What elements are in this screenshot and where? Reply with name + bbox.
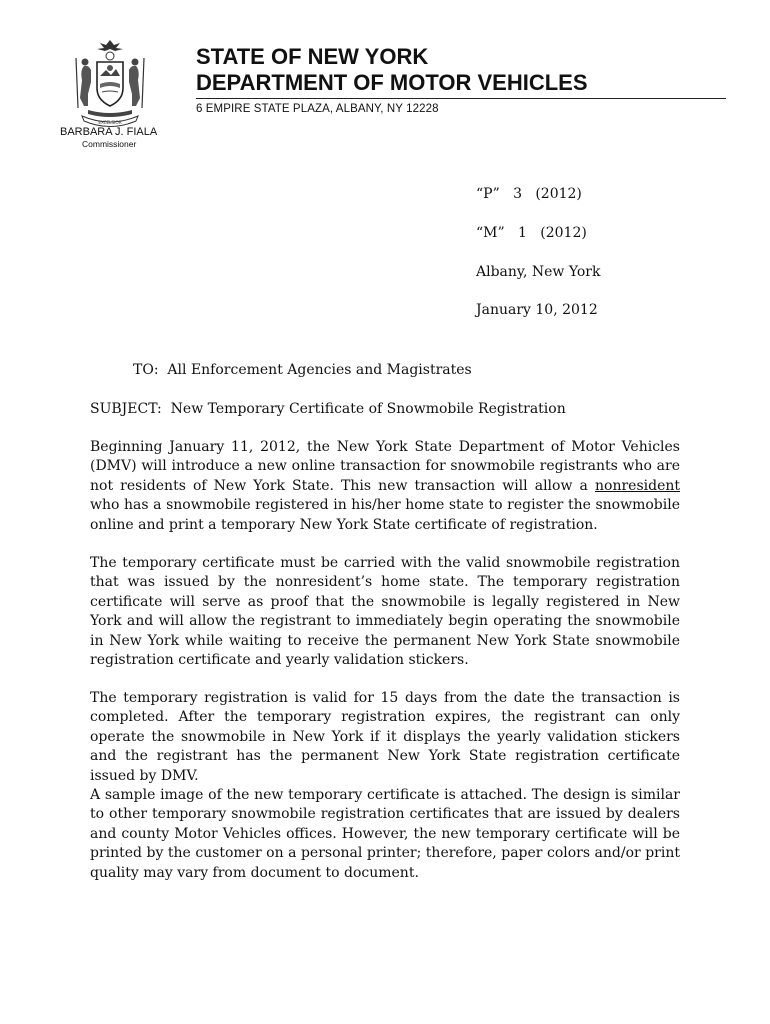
paragraph-1-text-start: Beginning January 11, 2012, the New York State Department of Motor Vehicles (DMV) will introduce a new online transaction for snowmobile registrants who are not residents of New York State. This new transaction will allow a <box>90 439 680 494</box>
memo-to: TO: All Enforcement Agencies and Magistrates <box>133 362 472 378</box>
memo-subject: SUBJECT: New Temporary Certificate of Snowmobile Registration <box>90 401 566 417</box>
p-reference: “P” 3 (2012) <box>476 186 582 202</box>
body-paragraph-4: A sample image of the new temporary certificate is attached. The design is similar to other temporary snowmobile registration certificates that are issued by dealers and county Motor Vehicles offices. However, the new temporary certificate will be printed by the customer on a personal printer; therefore, paper colors and/or print quality may vary from document to document. <box>90 787 680 881</box>
body-paragraph-1 <box>90 438 680 535</box>
body-paragraph-2: The temporary certificate must be carried with the valid snowmobile registration that was issued by the nonresident’s home state. The temporary registration certificate will serve as proof that the snowmobile is legally registered in New York and will allow the registrant to immediately begin operating the snowmobile in New York while waiting to receive the permanent New York State snowmobile registration certificate and yearly validation stickers. <box>90 555 680 669</box>
letter-date: January 10, 2012 <box>476 302 598 318</box>
location: Albany, New York <box>476 264 601 280</box>
letterhead-address: 6 EMPIRE STATE PLAZA, ALBANY, NY 12228 <box>196 103 439 115</box>
m-reference: “M” 1 (2012) <box>476 225 587 241</box>
letterhead-state: STATE OF NEW YORK <box>196 44 429 69</box>
nonresident-underlined: nonresident <box>595 477 680 494</box>
letterhead-divider <box>196 98 726 99</box>
letterhead-department: DEPARTMENT OF MOTOR VEHICLES <box>196 70 588 95</box>
paragraph-1-text-end: who has a snowmobile registered in his/her home state to register the snowmobile online and print a temporary New York State certificate of registration. <box>90 497 680 533</box>
commissioner-title: Commissioner <box>82 139 137 149</box>
commissioner-name: BARBARA J. FIALA <box>60 126 158 138</box>
letterhead-title <box>196 44 588 96</box>
svg-text:EXCELSIOR: EXCELSIOR <box>98 120 122 125</box>
new-york-state-seal-icon <box>64 36 156 128</box>
body-paragraph-3: The temporary registration is valid for 15 days from the date the transaction is completed. After the temporary registration expires, the registrant can only operate the snowmobile in New York if it displays the yearly validation stickers and the registrant has the permanent New York State registration certificate issued by DMV. <box>90 690 680 784</box>
